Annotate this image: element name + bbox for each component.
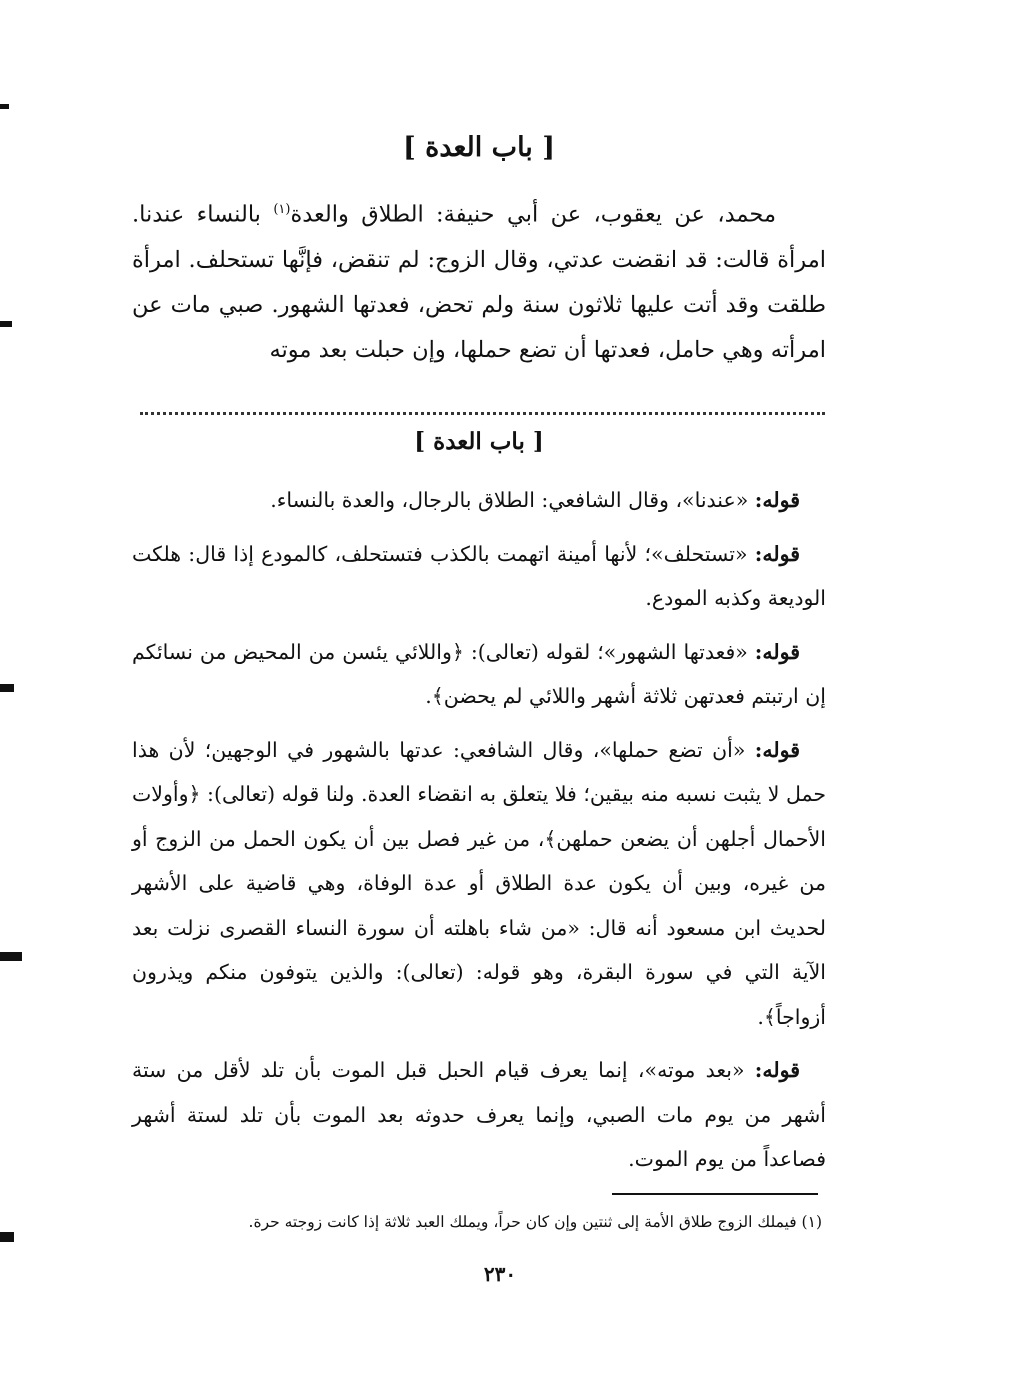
section-divider [140, 392, 825, 415]
main-text-start: محمد، عن يعقوب، عن أبي حنيفة: الطلاق والعدة [290, 201, 777, 228]
chapter-heading: [ باب العدة ] [403, 132, 555, 163]
commentary-paragraph [132, 532, 826, 621]
scan-edge-mark [0, 321, 12, 327]
commentary-paragraph [132, 478, 826, 523]
commentary-lead: قوله: [754, 639, 800, 664]
commentary-lead: قوله: [754, 541, 800, 566]
commentary-heading: [ باب العدة ] [414, 428, 544, 455]
footnote: (١) فيملك الزوج طلاق الأمة إلى ثنتين وإن كان حراً، ويملك العبد ثلاثة إذا كانت زوجته حرة. [248, 1213, 822, 1231]
commentary-paragraph [132, 1048, 826, 1182]
commentary-lead: قوله: [754, 488, 800, 512]
scan-edge-mark [0, 1232, 14, 1242]
commentary-text: «تستحلف»؛ لأنها أمينة اتهمت بالكذب فتستحلف، كالمودع إذا قال: هلكت الوديعة وكذبه المودع. [132, 541, 826, 610]
commentary-lead: قوله: [754, 1058, 800, 1082]
commentary-text: «فعدتها الشهور»؛ لقوله (تعالى): ﴿واللائي يئسن من المحيض من نسائكم إن ارتبتم فعدتهن ثلاثة أشهر واللائي لم يحضن﴾. [132, 639, 826, 708]
commentary-text: «بعد موته»، إنما يعرف قيام الحبل قبل الموت بأن تلد لأقل من ستة أشهر من يوم مات الصبي، وإنما يعرف حدوثه بعد الموت بأن تلد لستة أشهر فصاعداً من يوم الموت. [132, 1058, 826, 1171]
commentary [132, 478, 826, 1191]
commentary-text: «عندنا»، وقال الشافعي: الطلاق بالرجال، والعدة بالنساء. [270, 488, 755, 512]
scan-edge-mark [0, 952, 22, 961]
scan-edge-mark [0, 104, 9, 109]
main-text [132, 187, 826, 373]
footnote-marker: (١) [273, 202, 291, 217]
main-text-rest: بالنساء عندنا. امرأة قالت: قد انقضت عدتي، وقال الزوج: لم تنقض، فإنَّها تستحلف. امرأة طلقت وقد أتت عليها ثلاثون سنة ولم تحض، فعدتها الشهور. صبي مات عن امرأته وهي حامل، فعدتها أن تضع حملها، وإن حبلت بعد موته [132, 201, 826, 363]
scan-edge-mark [0, 684, 14, 692]
main-paragraph [132, 187, 826, 373]
footnote-rule [612, 1193, 818, 1195]
page-number: ٢٣٠ [483, 1262, 517, 1286]
commentary-paragraph [132, 630, 826, 719]
commentary-text: «أن تضع حملها»، وقال الشافعي: عدتها بالشهور في الوجهين؛ لأن هذا حمل لا يثبت نسبه منه بيقين؛ فلا يتعلق به انقضاء العدة. ولنا قوله (تعالى): ﴿وأولات الأحمال أجلهن أن يضعن حملهن﴾، من غير فصل بين أن يكون الحمل من الزوج أو من غيره، وبين أن يكون عدة الطلاق أو عدة الوفاة، وهي قاضية على الأشهر لحديث ابن مسعود أنه قال: «من شاء باهلته أن سورة النساء القصرى نزلت بعد الآية التي في سورة البقرة، وهو قوله: (تعالى): والذين يتوفون منكم ويذرون أزواجاً﴾. [132, 737, 826, 1029]
commentary-lead: قوله: [754, 737, 800, 762]
commentary-paragraph [132, 728, 826, 1040]
